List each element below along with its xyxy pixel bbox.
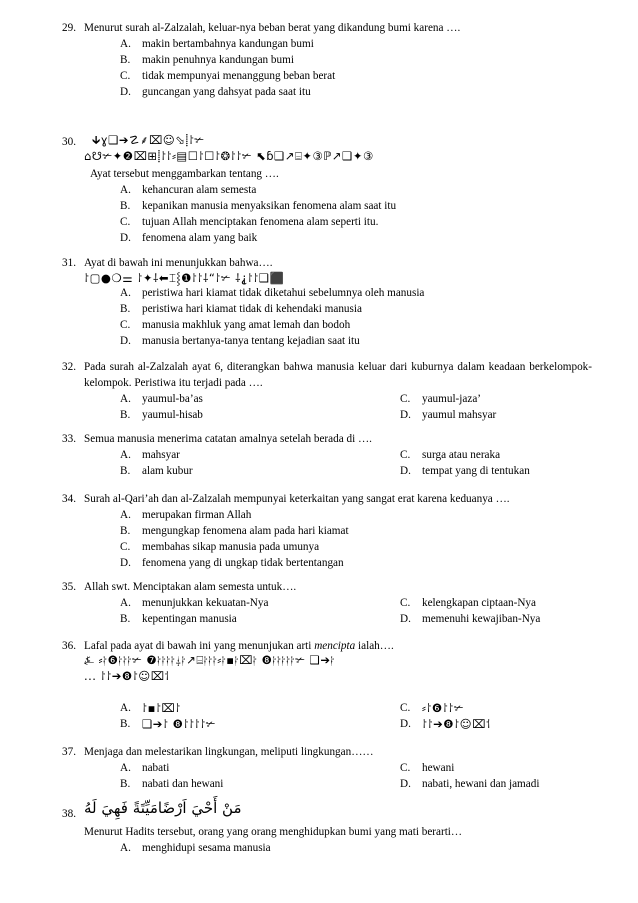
option-text: kehancuran alam semesta xyxy=(142,184,257,196)
question-number: 29. xyxy=(62,22,76,34)
question-29 xyxy=(62,20,592,100)
question-32 xyxy=(62,359,592,423)
option-letter: A. xyxy=(120,184,131,196)
question-text-emphasis: mencipta xyxy=(314,640,356,652)
option-text: guncangan yang dahsyat pada saat itu xyxy=(142,86,311,98)
option-text: ❑➔⸷ ❽⸷⸷⸷⸷✃ xyxy=(142,717,216,731)
option-text: nabati dan hewani xyxy=(142,778,224,790)
option-letter: B. xyxy=(120,200,131,212)
question-31 xyxy=(62,255,592,351)
hadith-arabic-text: مَنْ أَحْيَ اَرْضًامَيِّتَةً فَهِيَ لَهُ xyxy=(84,799,242,817)
option-text: fenomena alam yang baik xyxy=(142,232,258,244)
option-text: nabati, hewani dan jamadi xyxy=(422,778,540,790)
option-letter: B. xyxy=(120,613,131,625)
option-text: alam kubur xyxy=(142,465,193,477)
option-letter: C. xyxy=(120,216,131,228)
question-number: 38. xyxy=(62,808,76,820)
question-number: 35. xyxy=(62,581,76,593)
option-letter: D. xyxy=(400,613,411,625)
option-letter: A. xyxy=(120,702,131,714)
option-letter: D. xyxy=(120,335,131,347)
option-letter: A. xyxy=(120,597,131,609)
option-text: yaumul-hisab xyxy=(142,409,203,421)
option-text: hewani xyxy=(422,762,455,774)
option-text: peristiwa hari kiamat tidak diketahui sebelumnya oleh manusia xyxy=(142,287,425,299)
option-letter: C. xyxy=(400,702,411,714)
question-text: Menurut surah al-Zalzalah, keluar-nya beban berat yang dikandung bumi karena …. xyxy=(84,22,461,34)
option-letter: C. xyxy=(400,762,411,774)
option-text: nabati xyxy=(142,762,170,774)
question-37 xyxy=(62,744,592,792)
option-text: kelengkapan ciptaan-Nya xyxy=(422,597,536,609)
option-letter: C. xyxy=(400,393,411,405)
option-letter: C. xyxy=(120,541,131,553)
option-text: merupakan firman Allah xyxy=(142,509,252,521)
option-letter: B. xyxy=(120,303,131,315)
question-34 xyxy=(62,491,592,571)
question-text: Pada surah al-Zalzalah ayat 6, diterangkan bahwa manusia keluar dari kuburnya dalam keadaan berkelompok-kelompok. Peristiwa itu terjadi pada …. xyxy=(84,361,592,389)
option-text: yaumul-jaza’ xyxy=(422,393,482,405)
option-text: menghidupi sesama manusia xyxy=(142,842,271,854)
question-number: 33. xyxy=(62,433,76,445)
option-letter: A. xyxy=(120,509,131,521)
option-letter: A. xyxy=(120,393,131,405)
option-letter: B. xyxy=(120,778,131,790)
option-letter: B. xyxy=(120,718,131,730)
question-text: Semua manusia menerima catatan amalnya setelah berada di …. xyxy=(84,433,372,445)
option-letter: A. xyxy=(120,842,131,854)
quran-verse-glyphs: ⍼ ⸗⸷❻⸷⸷⸷✃ ❼⸷⸷⸷⸷⸸⸷↗⌸⸷⸷⸷⸗⸷▪⸷⌧⸷ ❽⸷⸷⸷⸷⸷✃ ❑➔⸷ xyxy=(84,653,336,667)
option-letter: B. xyxy=(120,409,131,421)
option-letter: C. xyxy=(120,70,131,82)
option-text: makin bertambahnya kandungan bumi xyxy=(142,38,314,50)
option-text: surga atau neraka xyxy=(422,449,501,461)
quran-verse-glyphs: ... ⸷⸷➔❽⸷☺⌧⸶ xyxy=(84,669,171,683)
option-text: makin penuhnya kandungan bumi xyxy=(142,54,294,66)
question-text: Surah al-Qari’ah dan al-Zalzalah mempunyai keterkaitan yang sangat erat karena keduanya …. xyxy=(84,493,510,505)
question-text: Ayat di bawah ini menunjukkan bahwa…. xyxy=(84,257,273,269)
option-text: memenuhi kewajiban-Nya xyxy=(422,613,541,625)
question-text: Menurut Hadits tersebut, orang yang orang menghidupkan bumi yang mati berarti… xyxy=(84,826,463,838)
option-letter: D. xyxy=(120,557,131,569)
option-text: ⸗⸷❻⸷⸷✃ xyxy=(422,701,464,715)
question-text-pre: Lafal pada ayat di bawah ini yang menunjukan arti xyxy=(84,640,315,652)
option-text: tujuan Allah menciptakan fenomena alam seperti itu. xyxy=(142,216,379,228)
option-letter: C. xyxy=(400,597,411,609)
option-text: tidak mempunyai menanggung beban berat xyxy=(142,70,336,82)
question-33 xyxy=(62,431,592,479)
option-letter: A. xyxy=(120,38,131,50)
option-letter: A. xyxy=(120,287,131,299)
quran-verse-glyphs: 🡳ɣ❑➔☡⸙⌧☺⬂⸽⸷✃ xyxy=(92,133,205,147)
option-text: mahsyar xyxy=(142,449,180,461)
question-number: 36. xyxy=(62,640,76,652)
option-letter: D. xyxy=(120,232,131,244)
quran-verse-glyphs: ⸷▢●❍⚌ ⸷✦⸸⬅⌶⸾❶⸷⸷⸸“⸷✃ ⸸⸘⸷⸷❑⬛ xyxy=(84,271,285,285)
option-text: kepanikan manusia menyaksikan fenomena alam saat itu xyxy=(142,200,397,212)
option-letter: D. xyxy=(400,409,411,421)
option-text: yaumul mahsyar xyxy=(422,409,497,421)
option-text: manusia makhluk yang amat lemah dan bodoh xyxy=(142,319,351,331)
question-number: 31. xyxy=(62,257,76,269)
option-text: mengungkap fenomena alam pada hari kiamat xyxy=(142,525,349,537)
question-36 xyxy=(62,638,592,734)
option-letter: A. xyxy=(120,449,131,461)
option-text: membahas sikap manusia pada umunya xyxy=(142,541,320,553)
question-number: 32. xyxy=(62,361,76,373)
option-letter: C. xyxy=(400,449,411,461)
option-text: menunjukkan kekuatan-Nya xyxy=(142,597,269,609)
question-number: 34. xyxy=(62,493,76,505)
question-text: Menjaga dan melestarikan lingkungan, meliputi lingkungan…… xyxy=(84,746,374,758)
quran-verse-glyphs: ⌂☋✃✦❷⌧⊞⸽⸷⸷⸗▤☐⸷☐⸷❂⸷⸷✃ ⬉ɓ❑↗⌸✦③ℙ↗❑✦③ xyxy=(84,149,374,163)
question-38 xyxy=(62,799,592,858)
question-text-post: ialah…. xyxy=(355,640,394,652)
option-text: fenomena yang di ungkap tidak bertentangan xyxy=(142,557,344,569)
option-letter: D. xyxy=(400,778,411,790)
option-text: kepentingan manusia xyxy=(142,613,237,625)
option-letter: D. xyxy=(400,718,411,730)
option-text: tempat yang di tentukan xyxy=(422,465,530,477)
question-number: 30. xyxy=(62,136,76,148)
question-number: 37. xyxy=(62,746,76,758)
question-text: Ayat tersebut menggambarkan tentang …. xyxy=(90,168,279,180)
question-35 xyxy=(62,579,592,627)
option-text: yaumul-ba’as xyxy=(142,393,203,405)
option-text: ⸷⸷➔❽⸷☺⌧⸶ xyxy=(422,717,492,731)
option-letter: B. xyxy=(120,54,131,66)
option-text: peristiwa hari kiamat tidak di kehendaki manusia xyxy=(142,303,362,315)
option-letter: D. xyxy=(400,465,411,477)
option-letter: A. xyxy=(120,762,131,774)
question-text: Allah swt. Menciptakan alam semesta untuk…. xyxy=(84,581,297,593)
option-text: ⸷▪⸷⌧⸷ xyxy=(142,701,181,715)
question-30 xyxy=(62,134,592,246)
option-letter: C. xyxy=(120,319,131,331)
option-letter: B. xyxy=(120,465,131,477)
option-letter: D. xyxy=(120,86,131,98)
option-letter: B. xyxy=(120,525,131,537)
option-text: manusia bertanya-tanya tentang kejadian saat itu xyxy=(142,335,360,347)
